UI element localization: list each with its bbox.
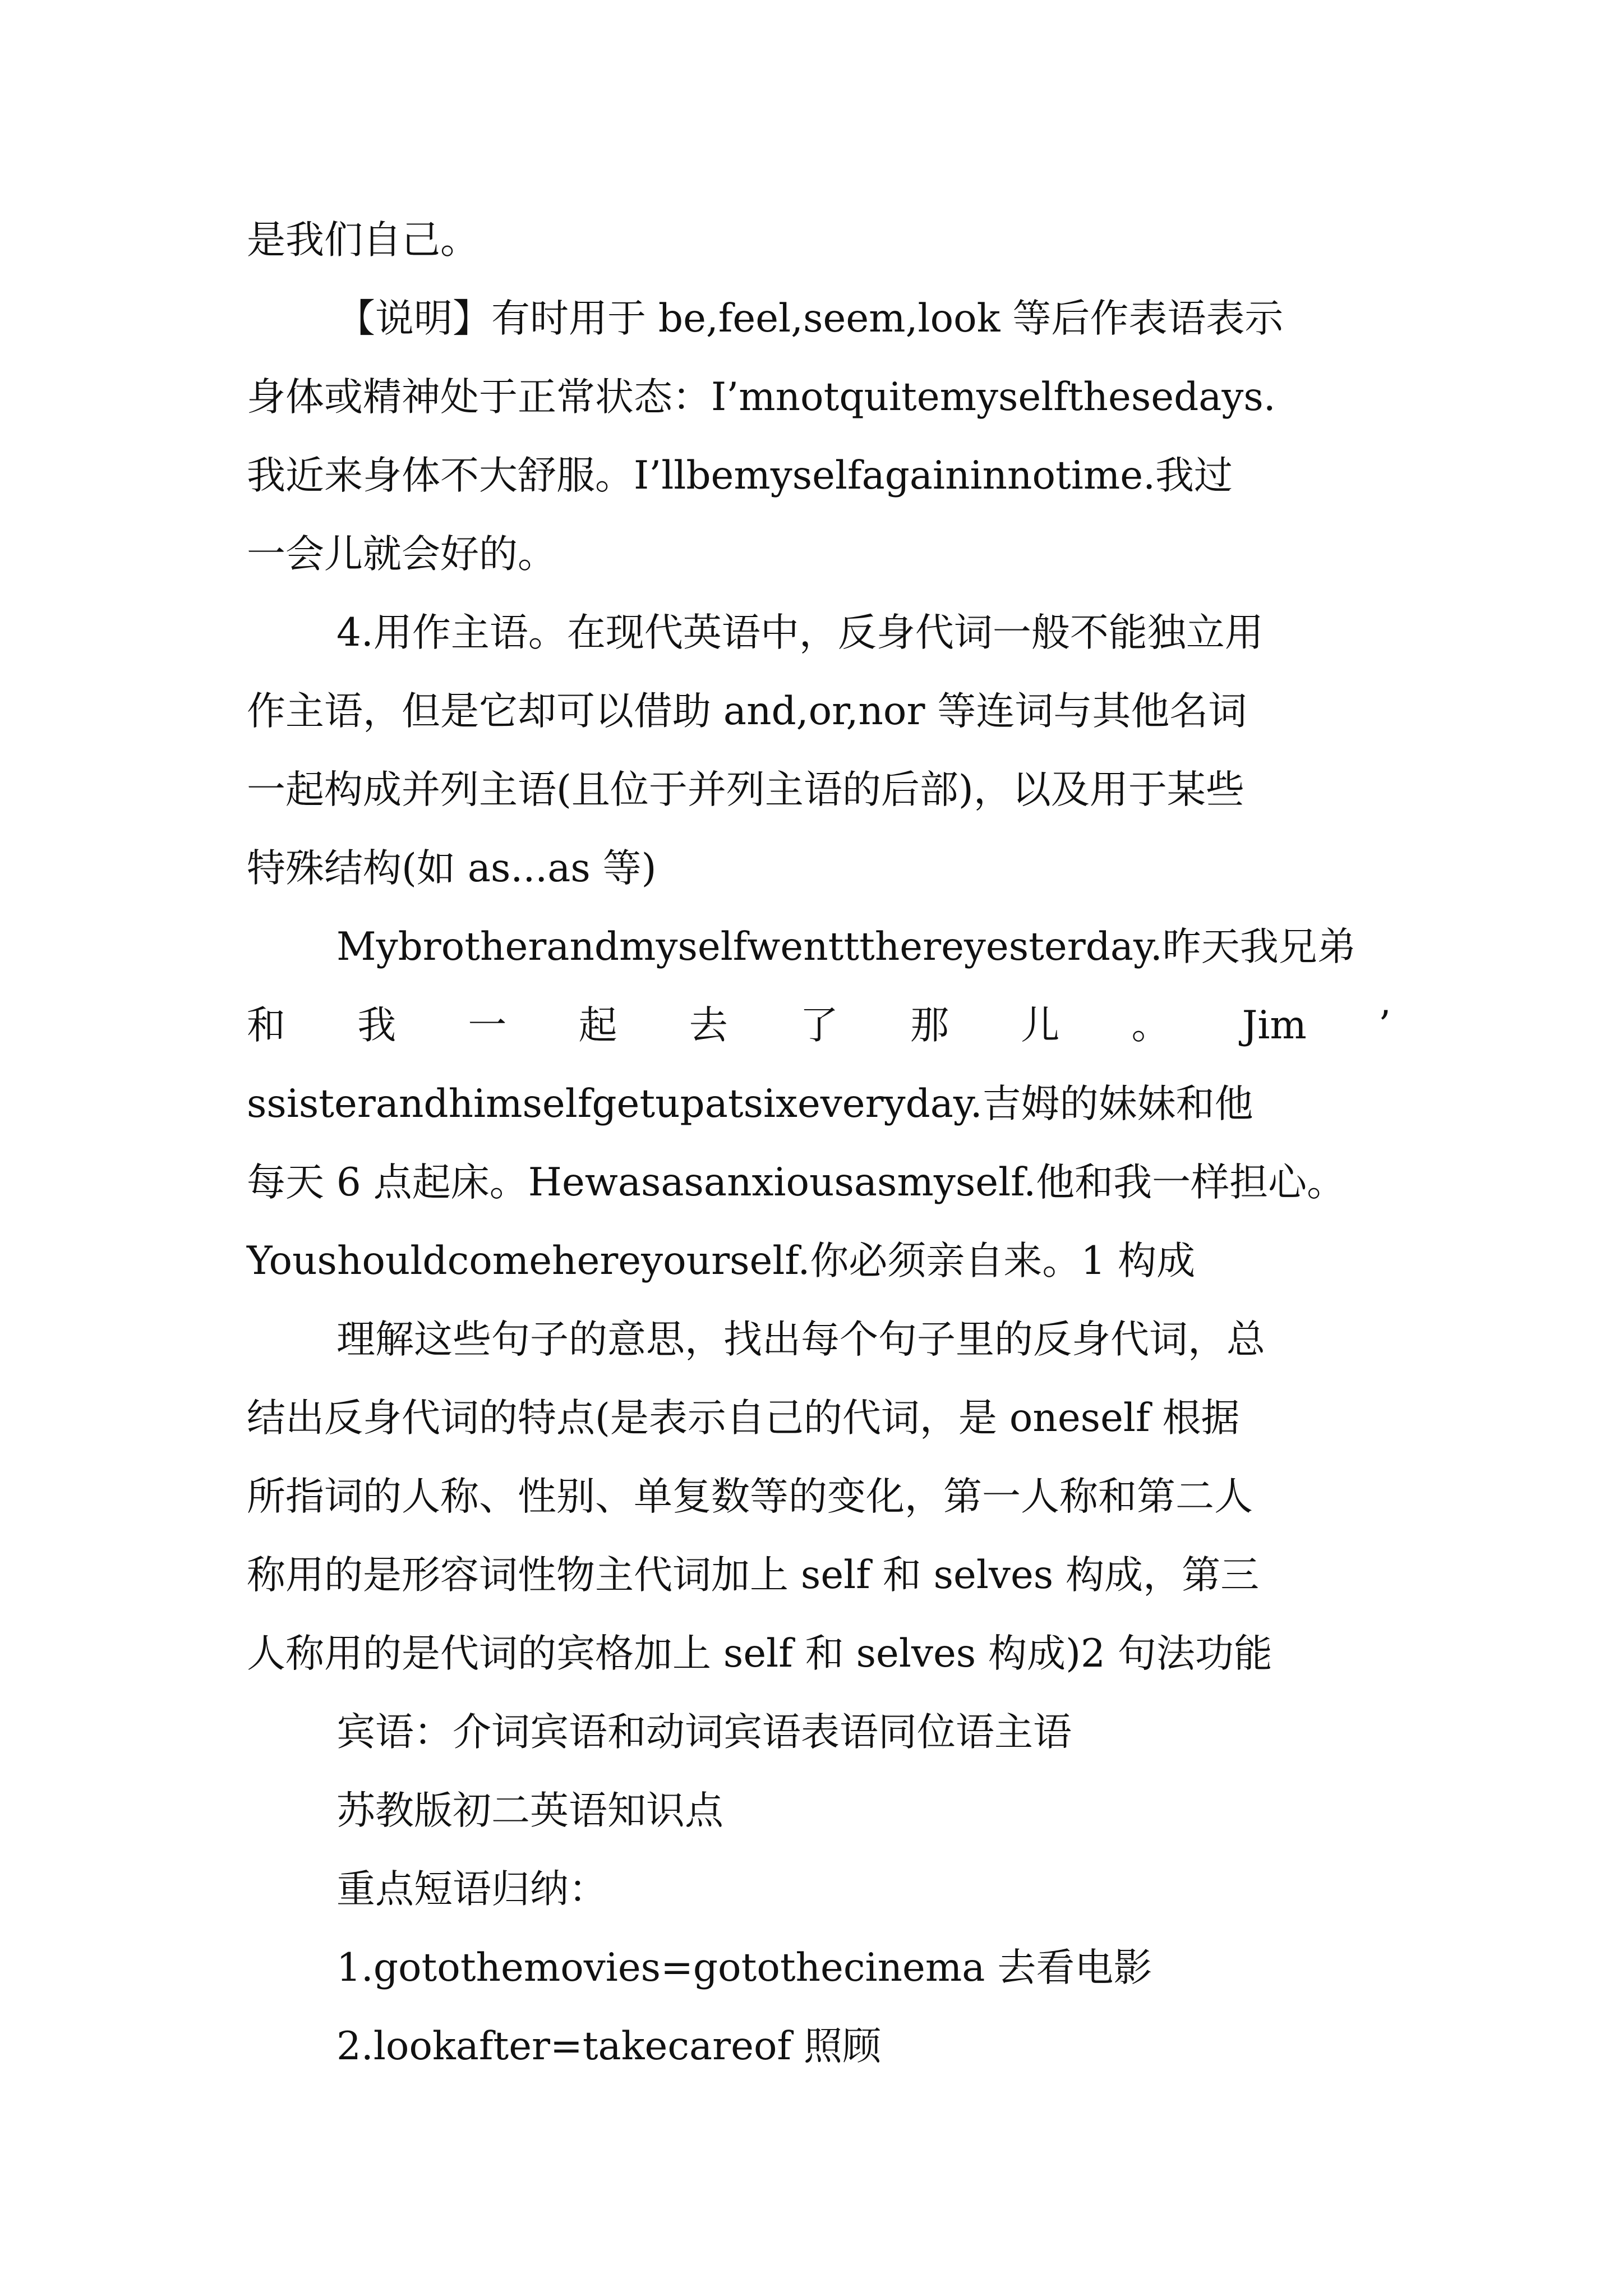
spread-word: 起 — [578, 1003, 617, 1048]
spread-word: 了 — [799, 1003, 838, 1048]
text-line: ssisterandhimselfgetupatsixeveryday.吉姆的妹妹和他 — [247, 1082, 1253, 1126]
section-heading: 苏教版初二英语知识点 — [336, 1788, 723, 1833]
text-line: 理解这些句子的意思，找出每个句子里的反身代词，总 — [336, 1317, 1265, 1362]
justified-text-line — [247, 997, 1391, 1053]
text-line: 每天 6 点起床。Hewasasanxiousasmyself.他和我一样担心。 — [247, 1160, 1346, 1205]
text-line: Youshouldcomehereyourself.你必须亲自来。1 构成 — [247, 1239, 1196, 1283]
spread-word: Jim — [1242, 1003, 1307, 1048]
text-line: 人称用的是代词的宾格加上 self 和 selves 构成)2 句法功能 — [247, 1631, 1272, 1676]
text-line: 我近来身体不大舒服。I’llbemyselfagaininnotime.我过 — [247, 453, 1233, 498]
spread-word: 一 — [468, 1003, 507, 1048]
spread-word: 。 — [1131, 1003, 1170, 1048]
text-line: 称用的是形容词性物主代词加上 self 和 selves 构成，第三 — [247, 1553, 1260, 1598]
spread-word: 去 — [689, 1003, 728, 1048]
spread-word: 儿 — [1021, 1003, 1060, 1048]
list-item: 2.lookafter=takecareof 照顾 — [336, 2024, 881, 2069]
spread-word: 那 — [910, 1003, 949, 1048]
text-line: 4.用作主语。在现代英语中，反身代词一般不能独立用 — [336, 610, 1264, 655]
text-line: 【说明】有时用于 be,feel,seem,look 等后作表语表示 — [336, 296, 1284, 341]
text-line: 重点短语归纳： — [336, 1867, 607, 1912]
text-line: 身体或精神处于正常状态：I’mnotquitemyselfthesedays. — [247, 375, 1276, 420]
text-line: 一起构成并列主语(且位于并列主语的后部)，以及用于某些 — [247, 767, 1244, 812]
spread-word: ’ — [1378, 1003, 1391, 1048]
text-line: 是我们自己。 — [247, 218, 479, 263]
text-line: 特殊结构(如 as...as 等) — [247, 846, 657, 891]
spread-word: 我 — [357, 1003, 396, 1048]
list-item: 1.gotothemovies=gotothecinema 去看电影 — [336, 1945, 1152, 1990]
text-line: 一会儿就会好的。 — [247, 532, 556, 577]
text-line: 宾语：介词宾语和动词宾语表语同位语主语 — [336, 1710, 1072, 1755]
text-line: 所指词的人称、性别、单复数等的变化，第一人称和第二人 — [247, 1474, 1253, 1519]
text-line: 作主语，但是它却可以借助 and,or,nor 等连词与其他名词 — [247, 689, 1247, 734]
text-line: 结出反身代词的特点(是表示自己的代词，是 oneself 根据 — [247, 1396, 1240, 1441]
spread-word: 和 — [247, 1003, 285, 1048]
text-line: Mybrotherandmyselfwenttthereyesterday.昨天我兄弟 — [336, 924, 1356, 969]
